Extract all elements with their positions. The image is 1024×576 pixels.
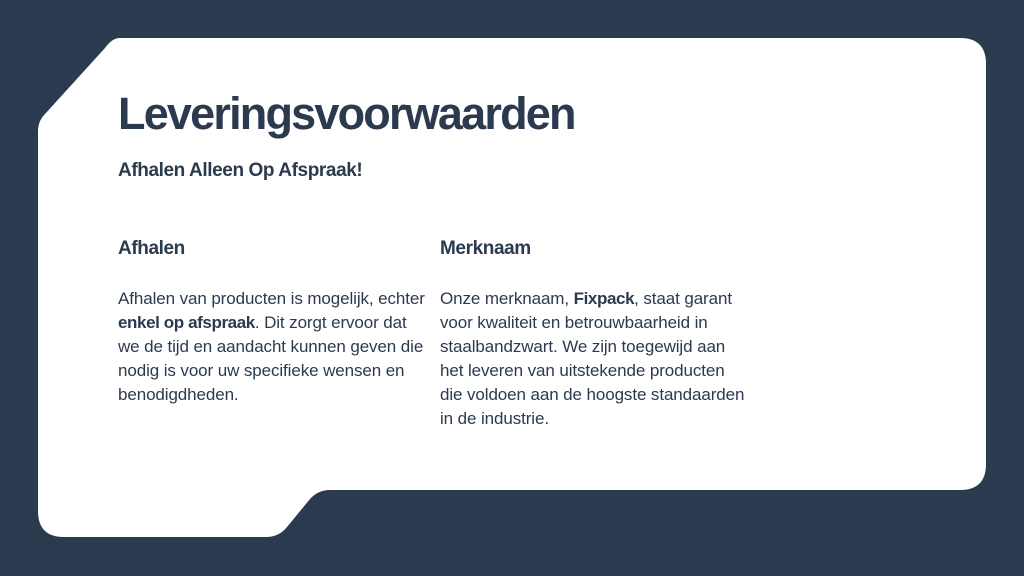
body-bold-text: Fixpack xyxy=(573,289,635,308)
column-merknaam xyxy=(440,236,750,431)
body-text: , staat garant voor kwaliteit en betrouwbaarheid in staalbandzwart. We zijn toegewijd aan het leveren van uitstekende producten die voldoen aan de hoogste standaarden in de industrie. xyxy=(440,289,745,428)
column-body xyxy=(118,287,428,407)
body-text: Onze merknaam, xyxy=(440,289,574,308)
column-body xyxy=(440,287,750,431)
page-title: Leveringsvoorwaarden xyxy=(118,88,575,139)
column-heading: Afhalen xyxy=(118,238,185,259)
columns xyxy=(118,236,798,476)
column-afhalen xyxy=(118,236,428,407)
body-bold-text: enkel op afspraak xyxy=(118,313,255,332)
page-subtitle: Afhalen Alleen Op Afspraak! xyxy=(118,160,363,181)
slide-content xyxy=(118,84,798,428)
column-heading: Merknaam xyxy=(440,238,531,259)
body-text: . Dit zorgt ervoor dat we de tijd en aandacht kunnen geven die nodig is voor uw specifieke wensen en benodigdheden. xyxy=(118,313,424,404)
body-text: Afhalen van producten is mogelijk, echter xyxy=(118,289,425,308)
